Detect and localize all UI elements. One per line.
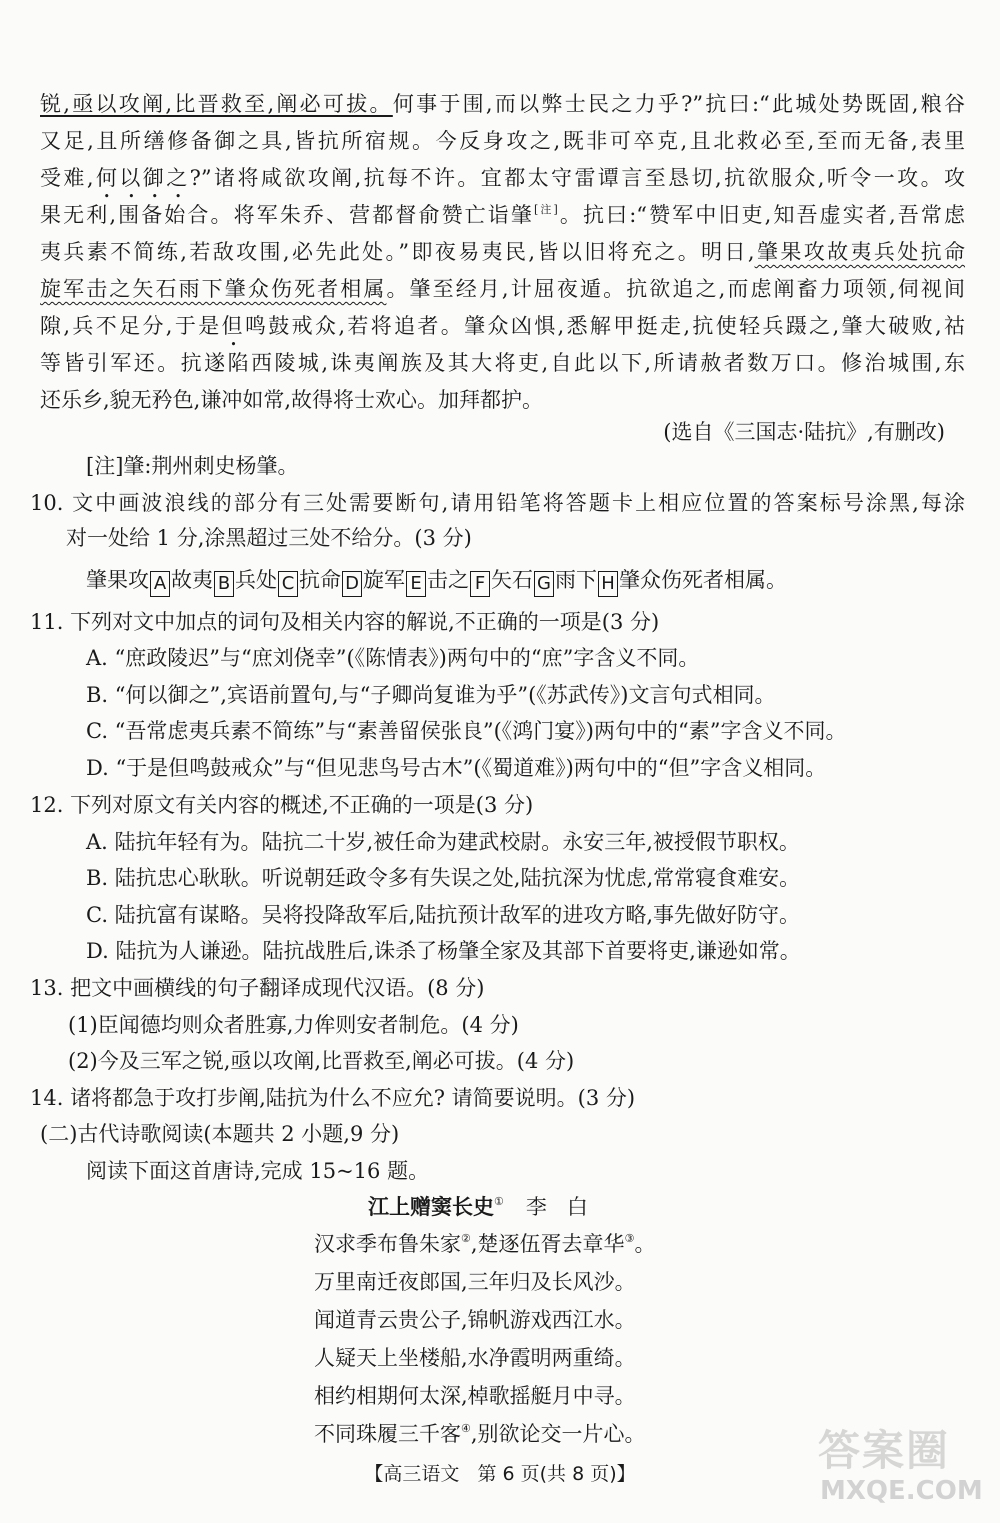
q11-option-c: C. “吾常虑夷兵素不简练”与“素善留侯张良”(《鸿门宴》)两句中的“素”字含义不同。: [86, 719, 847, 743]
q12-option-c: C. 陆抗富有谋略。吴将投降敌军后,陆抗预计敌军的进攻方略,事先做好防守。: [86, 903, 801, 927]
underlined-sentence: 锐,亟以攻阐,比晋救至,阐必可拔。: [40, 92, 393, 116]
section-heading: (二)古代诗歌阅读(本题共 2 小题,9 分): [40, 1122, 400, 1146]
watermark-text: 答案圈: [818, 1426, 951, 1475]
passage-line-8: 等皆引军还。抗遂陷西陵城,诛夷阐族及其大将吏,自此以下,所请赦者数万口。修治城围,东: [40, 351, 965, 375]
q10-stem-line-2: 对一处给 1 分,涂黑超过三处不给分。(3 分): [66, 526, 472, 550]
poem-line-3: 闻道青云贵公子,锦帆游戏西江水。: [314, 1308, 636, 1332]
q12-option-a: A. 陆抗年轻有为。陆抗二十岁,被任命为建武校尉。永安三年,被授假节职权。: [86, 830, 800, 854]
choice-box-b[interactable]: B: [214, 571, 234, 597]
q11-stem: 11. 下列对文中加点的词句及相关内容的解说,不正确的一项是(3 分): [30, 610, 660, 634]
q12-option-d: D. 陆抗为人谦逊。陆抗战胜后,诛杀了杨肇全家及其部下首要将吏,谦逊如常。: [86, 939, 801, 963]
q11-option-b: B. “何以御之”,宾语前置句,与“子卿尚复谁为乎”(《苏武传》)文言句式相同。: [86, 683, 776, 707]
note-marker: [注]: [534, 203, 558, 216]
poem-line-5: 相约相期何太深,棹歌摇艇月中寻。: [314, 1384, 636, 1408]
passage-line-3: 受难,何以御之?”诸将咸欲攻阐,抗每不许。宜都太守雷谭言至恳切,抗欲服众,听令一攻。攻: [40, 166, 965, 190]
passage-line-5: 夷兵素不简练,若敌攻围,必先此处。”即夜易夷民,皆以旧将充之。明日,肇果攻故夷兵处抗命: [40, 240, 966, 264]
wavy-underlined-text: 肇果攻故夷兵处抗命: [754, 240, 966, 264]
dotted-word: 但: [221, 314, 245, 338]
q12-stem: 12. 下列对原文有关内容的概述,不正确的一项是(3 分): [30, 793, 534, 817]
q14-stem: 14. 诸将都急于攻打步阐,陆抗为什么不应允? 请简要说明。(3 分): [30, 1086, 636, 1110]
choice-box-a[interactable]: A: [150, 571, 170, 597]
passage-line-4: 果无利,围备始合。将军朱乔、营都督俞赞亡诣肇[注]。抗曰:“赞军中旧吏,知吾虚实者,吾常虑: [40, 203, 965, 227]
passage-line-7: 隙,兵不足分,于是但鸣鼓戒众,若将追者。肇众凶惧,悉解甲挺走,抗使轻兵蹑之,肇大破败,祜: [40, 314, 965, 338]
q10-segments: 肇果攻 A 故夷 B 兵处 C 抗命 D 旋军 E 击之 F 矢石 G 雨下 H 肇众伤死者相属。: [86, 566, 787, 597]
passage-line-1: 锐,亟以攻阐,比晋救至,阐必可拔。何事于围,而以弊士民之力乎?”抗曰:“此城处势既固,粮谷: [40, 92, 965, 116]
poem-heading: 江上赠窦长史① 李 白: [368, 1195, 588, 1219]
poem-line-4: 人疑天上坐楼船,水净霞明两重绮。: [314, 1346, 636, 1370]
poem-line-2: 万里南迁夜郎国,三年归及长风沙。: [314, 1270, 636, 1294]
passage-line-2: 又足,且所缮修备御之具,皆抗所宿规。今反身攻之,既非可卒克,且北救必至,至而无备,表里: [40, 129, 965, 153]
q10-stem-line-1: 10. 文中画波浪线的部分有三处需要断句,请用铅笔将答题卡上相应位置的答案标号涂黑,每涂: [30, 491, 965, 515]
q13-stem: 13. 把文中画横线的句子翻译成现代汉语。(8 分): [30, 976, 485, 1000]
dotted-phrase: 何以御之: [93, 166, 190, 190]
footnote: [注]肇:荆州刺史杨肇。: [86, 454, 299, 478]
q11-option-a: A. “庶政陵迟”与“庶刘侥幸”(《陈情表》)两句中的“庶”字含义不同。: [86, 646, 700, 670]
passage-line-9: 还乐乡,貌无矜色,谦冲如常,故得将士欢心。加拜都护。: [40, 388, 544, 412]
page-footer: 【高三语文 第 6 页(共 8 页)】: [364, 1463, 636, 1485]
choice-box-c[interactable]: C: [278, 571, 298, 597]
source-citation: (选自《三国志·陆抗》,有删改): [663, 420, 945, 444]
wavy-underlined-text: 旋军击之矢石雨下肇众伤死者相属: [40, 277, 387, 301]
poem-line-1: 汉求季布鲁朱家②,楚逐伍胥去章华③。: [314, 1232, 656, 1256]
q11-option-d: D. “于是但鸣鼓戒众”与“但见悲鸟号古木”(《蜀道难》)两句中的“但”字含义相同。: [86, 756, 827, 780]
choice-box-g[interactable]: G: [534, 571, 554, 597]
choice-box-f[interactable]: F: [470, 571, 490, 597]
watermark-logo: [818, 1418, 988, 1514]
q12-option-b: B. 陆抗忠心耿耿。听说朝廷政令多有失误之处,陆抗深为忧虑,常常寝食难安。: [86, 866, 801, 890]
passage-line-6: 旋军击之矢石雨下肇众伤死者相属。肇至经月,计屈夜遁。抗欲追之,而虑阐畜力项领,伺视间: [40, 277, 965, 301]
choice-box-h[interactable]: H: [598, 571, 618, 597]
q13-sentence-2: (2)今及三军之锐,亟以攻阐,比晋救至,阐必可拔。(4 分): [68, 1049, 575, 1073]
poem-line-6: 不同珠履三千客④,别欲论交一片心。: [314, 1422, 646, 1446]
choice-box-e[interactable]: E: [406, 571, 426, 597]
section-instruction: 阅读下面这首唐诗,完成 15~16 题。: [86, 1159, 430, 1183]
poem-author: 李 白: [525, 1195, 588, 1219]
q13-sentence-1: (1)臣闻德均则众者胜寡,力侔则安者制危。(4 分): [68, 1013, 519, 1037]
watermark-url: MXQE.COM: [820, 1476, 983, 1506]
poem-title: 江上赠窦长史: [368, 1195, 494, 1219]
choice-box-d[interactable]: D: [342, 571, 362, 597]
